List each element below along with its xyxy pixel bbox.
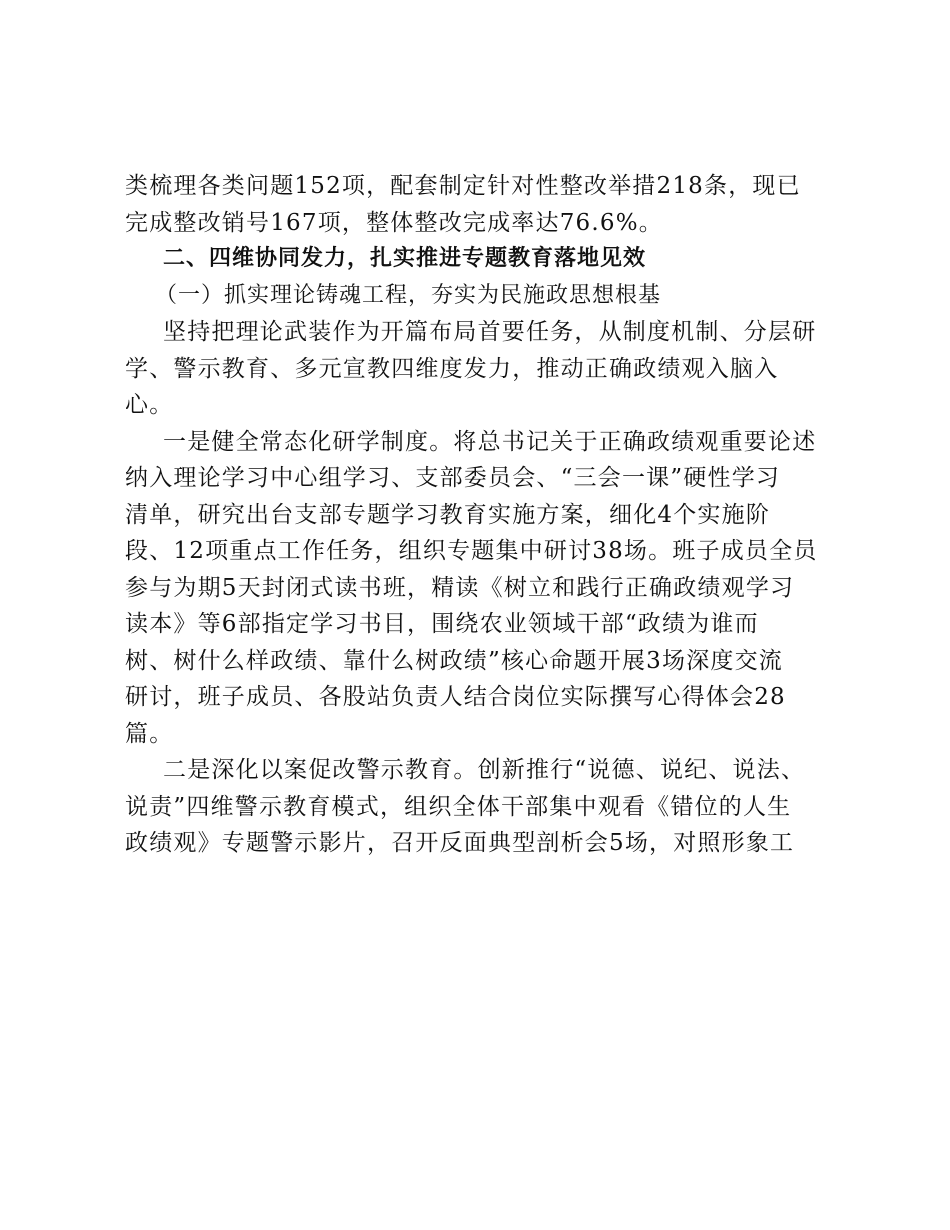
body-line: 纳入理论学习中心组学习、支部委员会、“三会一课”硬性学习 (125, 465, 781, 491)
body-line: 读本》等6部指定学习书目，围绕农业领域干部“政绩为谁而 (125, 611, 759, 637)
body-line: 研讨，班子成员、各股站负责人结合岗位实际撰写心得体会28 (125, 684, 786, 710)
section-heading: 二、四维协同发力，扎实推进专题教育落地见效 (163, 246, 647, 271)
paragraph-start-line: 坚持把理论武装作为开篇布局首要任务，从制度机制、分层研 (163, 319, 817, 345)
body-line: 参与为期5天封闭式读书班，精读《树立和践行正确政绩观学习 (125, 574, 795, 601)
body-line: 完成整改销号167项，整体整改完成率达76.6%。 (125, 209, 663, 236)
document-body (125, 168, 830, 862)
paragraph-start-line: 二是深化以案促改警示教育。创新推行“说德、说纪、说法、 (163, 757, 806, 783)
paragraph-start-line: 一是健全常态化研学制度。将总书记关于正确政绩观重要论述 (163, 428, 817, 455)
body-line: 段、12项重点工作任务，组织专题集中研讨38场。班子成员全员 (125, 538, 818, 564)
body-line: 心。 (125, 392, 174, 418)
body-line: 学、警示教育、多元宣教四维度发力，推动正确政绩观入脑入 (125, 355, 779, 382)
body-line: 说责”四维警示教育模式，组织全体干部集中观看《错位的人生 (125, 793, 792, 820)
body-line: 类梳理各类问题152项，配套制定针对性整改举措218条，现已 (125, 173, 801, 199)
body-line: 篇。 (125, 720, 174, 747)
subsection-heading: （一）抓实理论铸魂工程，夯实为民施政思想根基 (155, 282, 662, 308)
body-line: 树、树什么样政绩、靠什么树政绩”核心命题开展3场深度交流 (125, 647, 783, 674)
body-line: 清单，研究出台支部专题学习教育实施方案，细化4个实施阶 (125, 501, 771, 528)
body-line: 政绩观》专题警示影片，召开反面典型剖析会5场，对照形象工 (125, 830, 795, 856)
